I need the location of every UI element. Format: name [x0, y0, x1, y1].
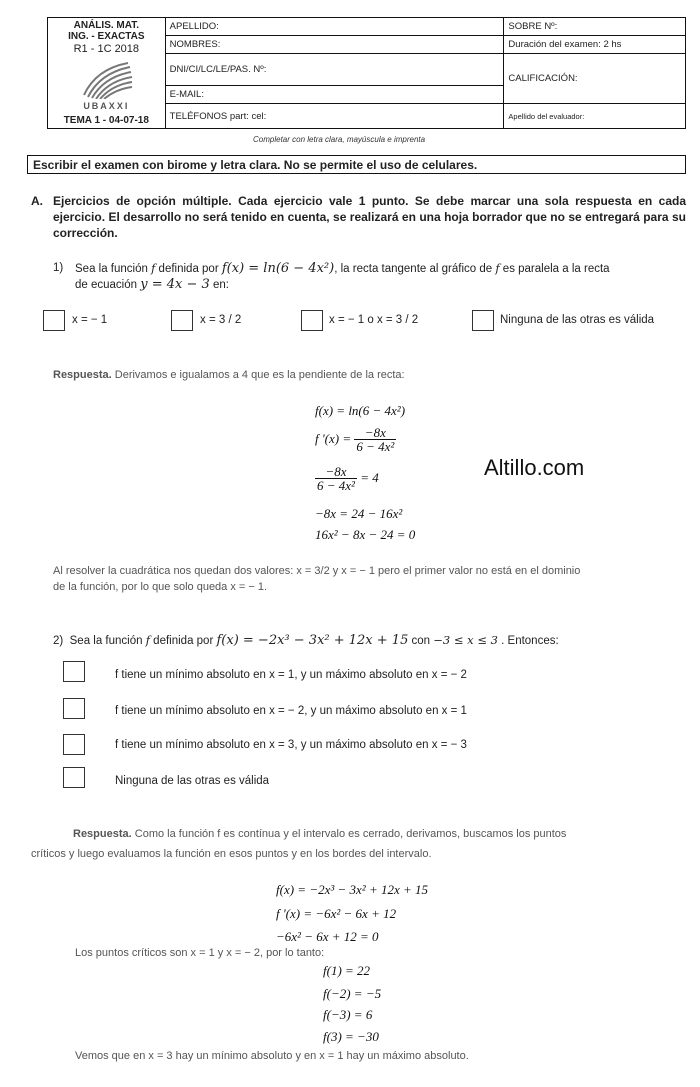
q2-text-b: definida por — [149, 635, 217, 647]
email-field[interactable]: E-MAIL: — [165, 86, 504, 104]
institution-line1: ANÁLIS. MAT. — [73, 20, 140, 31]
q2-math-line2: f '(x) = −6x² − 6x + 12 — [276, 906, 397, 921]
altillo-watermark: Altillo.com — [484, 455, 585, 480]
q1-option-4-label: Ninguna de las otras es válida — [500, 314, 655, 326]
ubaxxi-logo-text: UBAXXI — [83, 101, 130, 111]
q1-math-line4: −8x = 24 − 16x² — [315, 506, 403, 521]
q2-option-2-label: f tiene un mínimo absoluto en x = − 2, y un máximo absoluto en x = 1 — [115, 705, 467, 717]
q1-text-e: de ecuación — [75, 279, 141, 291]
q2-option-4-label: Ninguna de las otras es válida — [115, 775, 270, 787]
q2-value-3: f(−3) = 6 — [323, 1007, 373, 1022]
ubaxxi-logo-icon — [76, 59, 136, 99]
q1-math-derivative-left: f '(x) = — [315, 430, 352, 446]
apellido-field[interactable]: APELLIDO: — [165, 18, 504, 36]
telefonos-field[interactable]: TELÉFONOS part: cel: — [165, 104, 504, 129]
q1-f2: f — [495, 261, 500, 275]
q2-math-line3: −6x² − 6x + 12 = 0 — [276, 929, 379, 944]
q1-text-b: definida por — [155, 263, 222, 275]
q2-answer-label: Respuesta. — [73, 828, 132, 840]
q2-number: 2) — [53, 635, 64, 647]
q2-value-2: f(−2) = −5 — [323, 986, 382, 1001]
q1-math-num2: −8x — [315, 465, 357, 479]
tema-label: TEMA 1 - — [63, 115, 107, 126]
tema-date — [48, 115, 165, 126]
sobre-field[interactable]: SOBRE Nº: — [504, 18, 686, 36]
q1-conclusion-line2: de la función, por lo que solo queda x = − 1. — [53, 581, 268, 593]
q1-answer-label: Respuesta. — [53, 369, 112, 381]
section-a-label: A. — [31, 194, 43, 208]
q1-text-c: , la recta tangente al gráfico de — [334, 263, 496, 275]
section-a-instructions — [31, 193, 686, 241]
q1-statement-line1 — [75, 260, 690, 277]
q1-function-def: f(x) = ln(6 − 4x²) — [221, 261, 335, 276]
q2-option-3-label: f tiene un mínimo absoluto en x = 3, y un máximo absoluto en x = − 3 — [115, 739, 467, 751]
q1-number: 1) — [53, 262, 64, 274]
section-a-text: Ejercicios de opción múltiple. Cada ejercicio vale 1 punto. Se debe marcar una sola respuesta en cada ejercicio. El desarrollo no será tenido en cuenta, se realizará en una hoja borrador que no se entregará para su corrección. — [53, 194, 686, 240]
q1-math-fraction-1 — [354, 426, 396, 454]
q1-option-3-checkbox[interactable] — [301, 310, 323, 331]
q1-math-line5: 16x² − 8x − 24 = 0 — [315, 527, 416, 542]
duracion-label: Duración del examen: 2 hs — [504, 36, 686, 54]
q2-text-d: . Entonces: — [497, 635, 559, 647]
q1-f: f — [151, 261, 156, 275]
q1-option-2-label: x = 3 / 2 — [200, 314, 242, 326]
course-code: R1 - 1C 2018 — [73, 43, 140, 55]
calificacion-field[interactable]: CALIFICACIÓN: — [504, 54, 686, 104]
q2-critical-points: Los puntos críticos son x = 1 y x = − 2, por lo tanto: — [75, 947, 325, 959]
q2-text-a: Sea la función — [69, 635, 146, 647]
q1-math-eq4: = 4 — [360, 469, 379, 485]
q1-math-num1: −8x — [354, 426, 396, 440]
q1-option-2-checkbox[interactable] — [171, 310, 193, 331]
q2-answer-text1: Como la función f es contínua y el intervalo es cerrado, derivamos, buscamos los puntos — [131, 828, 567, 840]
exam-header-table — [47, 17, 686, 129]
dni-field[interactable]: DNI/CI/LC/LE/PAS. Nº: — [165, 54, 504, 86]
q1-text-a: Sea la función — [75, 263, 152, 275]
q2-math-line1: f(x) = −2x³ − 3x² + 12x + 15 — [276, 882, 429, 897]
q1-math-fraction-2 — [315, 465, 357, 493]
q1-option-1-label: x = − 1 — [72, 314, 108, 326]
q2-statement — [53, 632, 559, 649]
q1-conclusion-line1: Al resolver la cuadrática nos quedan dos valores: x = 3/2 y x = − 1 pero el primer valor no está en el dominio — [53, 565, 581, 577]
q1-math-line2 — [315, 426, 396, 454]
q2-answer-line1 — [73, 827, 566, 842]
q1-statement-line2 — [75, 277, 229, 293]
tema-date-value: 04-07-18 — [106, 115, 149, 126]
q2-function-def: f(x) = −2x³ − 3x² + 12x + 15 — [216, 633, 409, 648]
q2-text-c: con — [408, 635, 434, 647]
institution-cell — [48, 18, 166, 129]
q1-math-den2: 6 − 4x² — [317, 478, 355, 493]
q2-range: −3 ≤ x ≤ 3 — [433, 633, 498, 647]
q2-option-3-checkbox[interactable] — [63, 734, 85, 755]
header-hint: Completar con letra clara, mayúscula e imprenta — [253, 135, 426, 144]
q2-f: f — [145, 633, 150, 647]
q2-value-4: f(3) = −30 — [323, 1029, 379, 1044]
q2-answer-line2: críticos y luego evaluamos la función en esos puntos y en los bordes del intervalo. — [31, 848, 432, 860]
q1-answer-text: Derivamos e igualamos a 4 que es la pendiente de la recta: — [111, 369, 405, 381]
q2-value-1: f(1) = 22 — [323, 963, 371, 978]
q1-answer-intro — [53, 368, 405, 383]
q1-math-line1: f(x) = ln(6 − 4x²) — [315, 403, 406, 418]
q1-option-4-checkbox[interactable] — [472, 310, 494, 331]
q2-option-4-checkbox[interactable] — [63, 767, 85, 788]
nombres-field[interactable]: NOMBRES: — [165, 36, 504, 54]
q1-option-3-label: x = − 1 o x = 3 / 2 — [329, 314, 419, 326]
q2-final-conclusion: Vemos que en x = 3 hay un mínimo absoluto y en x = 1 hay un máximo absoluto. — [75, 1050, 469, 1062]
q2-option-2-checkbox[interactable] — [63, 698, 85, 719]
q1-math-den1: 6 − 4x² — [356, 439, 395, 454]
exam-notice: Escribir el examen con birome y letra clara. No se permite el uso de celulares. — [27, 155, 686, 174]
q2-option-1-checkbox[interactable] — [63, 661, 85, 682]
q1-line-equation: y = 4x − 3 — [140, 277, 210, 292]
institution-line2: ING. - EXACTAS — [68, 31, 145, 42]
q1-text-f: en: — [209, 279, 229, 291]
q1-text-d: es paralela a la recta — [499, 263, 610, 275]
evaluador-field[interactable]: Apellido del evaluador: — [504, 104, 686, 129]
q1-option-1-checkbox[interactable] — [43, 310, 65, 331]
q2-option-1-label: f tiene un mínimo absoluto en x = 1, y un máximo absoluto en x = − 2 — [115, 669, 467, 681]
q1-math-line3 — [315, 465, 379, 493]
